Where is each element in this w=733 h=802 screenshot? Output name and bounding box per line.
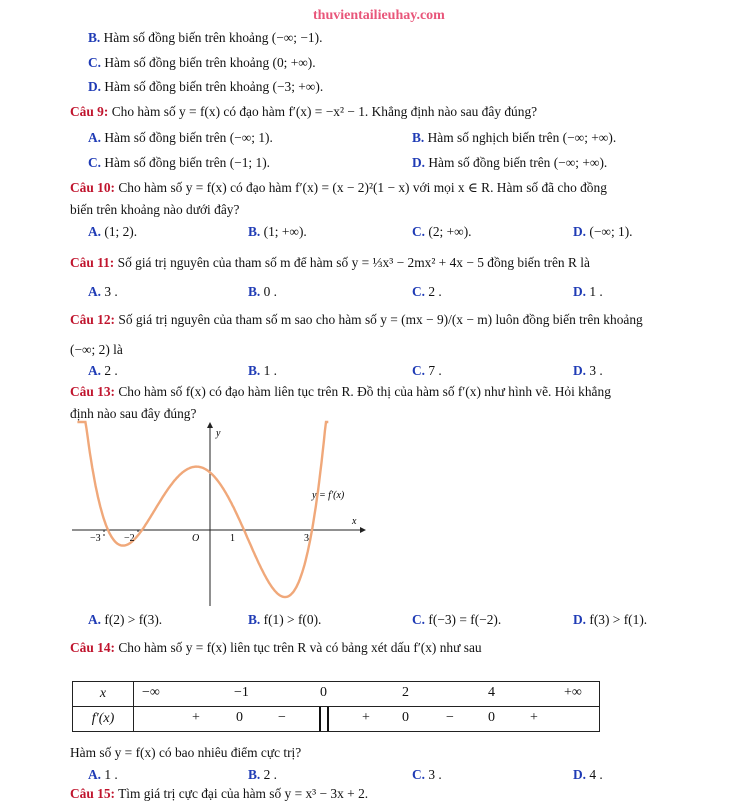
sign-value: −: [278, 710, 286, 725]
q9-option-c[interactable]: [88, 155, 270, 171]
option-text: 0 .: [263, 284, 278, 299]
q10-option-a[interactable]: [88, 224, 137, 240]
sign-table-x-row: [73, 682, 600, 707]
sign-value: +: [192, 710, 200, 725]
question-label: Câu 10:: [70, 180, 116, 195]
x-value: +∞: [564, 685, 582, 700]
x-axis-label: x: [352, 516, 357, 527]
option-label: B.: [412, 130, 425, 145]
option-label: A.: [88, 284, 102, 299]
x-value: 4: [488, 685, 495, 700]
question-text: Cho hàm số y = f(x) có đạo hàm f′(x) = (x − 2)²(1 − x) với mọi x ∈ R. Hàm số đã cho đồng: [118, 180, 607, 195]
sign-table: [72, 681, 600, 732]
option-text: 1 .: [104, 767, 118, 782]
x-axis-arrow: [360, 527, 366, 533]
option-text: 2 .: [428, 284, 442, 299]
option-text: 4 .: [589, 767, 603, 782]
option-label: D.: [88, 79, 102, 94]
x-value: 2: [402, 685, 409, 700]
option-text: (1; 2).: [104, 224, 138, 239]
question-text: Tìm giá trị cực đại của hàm số y = x³ − 3x + 2.: [118, 786, 369, 801]
prev-option-c[interactable]: [88, 55, 316, 71]
option-text: 1 .: [589, 284, 603, 299]
question-12: [70, 312, 643, 328]
option-text: (1; +∞).: [263, 224, 307, 239]
question-text: Cho hàm số y = f(x) liên tục trên R và có bảng xét dấu f′(x) như sau: [118, 640, 482, 655]
sign-value: −: [446, 710, 454, 725]
sign-value: 0: [488, 710, 495, 725]
x-header: x: [73, 682, 134, 707]
option-label: D.: [573, 363, 587, 378]
question-label: Câu 11:: [70, 255, 115, 270]
q13-option-a[interactable]: [88, 612, 162, 628]
question-14: [70, 640, 482, 656]
option-text: 7 .: [428, 363, 442, 378]
option-text: f(2) > f(3).: [104, 612, 163, 627]
x-value: 0: [320, 685, 327, 700]
option-text: f(3) > f(1).: [589, 612, 648, 627]
option-text: Hàm số nghịch biến trên (−∞; +∞).: [427, 130, 617, 145]
x-value: −∞: [142, 685, 160, 700]
prev-option-b[interactable]: [88, 30, 322, 46]
question-label: Câu 13:: [70, 384, 116, 399]
q10-option-c[interactable]: [412, 224, 472, 240]
question-10-cont: biến trên khoảng nào dưới đây?: [70, 202, 240, 217]
question-10: [70, 180, 607, 196]
origin-label: O: [192, 533, 200, 544]
option-text: (−∞; 1).: [589, 224, 633, 239]
option-label: A.: [88, 224, 102, 239]
q10-option-d[interactable]: [573, 224, 633, 240]
option-text: Hàm số đồng biến trên khoảng (0; +∞).: [104, 55, 316, 70]
sign-table-fprime-row: [73, 707, 600, 732]
option-label: B.: [248, 612, 261, 627]
option-label: C.: [88, 55, 102, 70]
question-12-cont: (−∞; 2) là: [70, 342, 123, 357]
sign-value: +: [362, 710, 370, 725]
x-values-cell: [134, 682, 600, 707]
q14-option-b[interactable]: [248, 767, 277, 783]
option-text: 3 .: [428, 767, 442, 782]
option-label: C.: [412, 363, 426, 378]
tick-label-1: 1: [230, 533, 235, 544]
question-text: Số giá trị nguyên của tham số m sao cho hàm số y = (mx − 9)/(x − m) luôn đồng biến trên khoảng: [118, 312, 643, 327]
option-label: A.: [88, 612, 102, 627]
question-label: Câu 15:: [70, 786, 116, 801]
q12-option-a[interactable]: [88, 363, 118, 379]
option-text: Hàm số đồng biến trên (−1; 1).: [104, 155, 270, 170]
q14-option-c[interactable]: [412, 767, 442, 783]
option-label: D.: [412, 155, 426, 170]
option-text: Hàm số đồng biến trên khoảng (−3; +∞).: [104, 79, 324, 94]
option-text: 3 .: [589, 363, 603, 378]
question-text: Cho hàm số f(x) có đạo hàm liên tục trên R. Đồ thị của hàm số f′(x) như hình vẽ. Hỏi khẳng: [118, 384, 611, 399]
question-13-cont: định nào sau đây đúng?: [70, 406, 197, 421]
q9-option-b[interactable]: [412, 130, 616, 146]
option-text: 2 .: [263, 767, 278, 782]
option-label: C.: [412, 284, 426, 299]
question-label: Câu 12:: [70, 312, 116, 327]
q12-option-c[interactable]: [412, 363, 442, 379]
q12-option-d[interactable]: [573, 363, 603, 379]
option-label: D.: [573, 284, 587, 299]
option-label: A.: [88, 767, 102, 782]
option-text: Hàm số đồng biến trên (−∞; 1).: [104, 130, 273, 145]
sign-value: 0: [402, 710, 409, 725]
tick-label-3: 3: [304, 533, 309, 544]
option-label: C.: [412, 767, 426, 782]
option-text: 3 .: [104, 284, 118, 299]
y-axis-arrow: [207, 422, 213, 428]
derivative-curve: [77, 422, 328, 597]
option-text: f(−3) = f(−2).: [428, 612, 502, 627]
q14-option-d[interactable]: [573, 767, 603, 783]
q9-option-a[interactable]: [88, 130, 273, 146]
option-label: C.: [412, 224, 426, 239]
tick-label-neg2: −2: [124, 533, 135, 544]
fprime-header: f′(x): [73, 707, 134, 732]
fprime-values-cell: [134, 707, 600, 732]
question-11: [70, 255, 590, 271]
derivative-graph: [70, 420, 370, 610]
q11-option-d[interactable]: [573, 284, 603, 300]
option-text: 2 .: [104, 363, 118, 378]
q10-option-b[interactable]: [248, 224, 307, 240]
option-label: C.: [88, 155, 102, 170]
tick-label-neg3: −3: [90, 533, 101, 544]
option-label: B.: [248, 767, 261, 782]
sign-value: 0: [236, 710, 243, 725]
question-9: [70, 104, 537, 120]
option-text: f(1) > f(0).: [263, 612, 322, 627]
q13-option-d[interactable]: [573, 612, 647, 628]
curve-label: y = f′(x): [312, 490, 345, 501]
option-label: D.: [573, 224, 587, 239]
option-label: B.: [248, 363, 261, 378]
q14-option-a[interactable]: [88, 767, 118, 783]
option-label: A.: [88, 130, 102, 145]
question-text: Cho hàm số y = f(x) có đạo hàm f′(x) = −x² − 1. Khẳng định nào sau đây đúng?: [111, 104, 538, 119]
option-label: B.: [88, 30, 101, 45]
q11-option-c[interactable]: [412, 284, 442, 300]
undefined-marker: [319, 707, 329, 731]
question-text: Số giá trị nguyên của tham số m để hàm số y = ⅓x³ − 2mx² + 4x − 5 đồng biến trên R là: [117, 255, 590, 270]
q9-option-d[interactable]: [412, 155, 607, 171]
y-axis-label: y: [216, 428, 221, 439]
option-text: Hàm số đồng biến trên khoảng (−∞; −1).: [103, 30, 323, 45]
option-label: D.: [573, 612, 587, 627]
option-label: B.: [248, 284, 261, 299]
option-label: C.: [412, 612, 426, 627]
prev-option-d[interactable]: [88, 79, 323, 95]
question-14-prompt: Hàm số y = f(x) có bao nhiêu điểm cực trị?: [70, 745, 302, 760]
option-label: D.: [573, 767, 587, 782]
sign-value: +: [530, 710, 538, 725]
q11-option-a[interactable]: [88, 284, 118, 300]
q12-option-b[interactable]: [248, 363, 277, 379]
q11-option-b[interactable]: [248, 284, 277, 300]
option-label: B.: [248, 224, 261, 239]
question-13: [70, 384, 611, 400]
option-label: A.: [88, 363, 102, 378]
option-text: Hàm số đồng biến trên (−∞; +∞).: [428, 155, 608, 170]
option-text: 1 .: [263, 363, 278, 378]
watermark: thuvientailieuhay.com: [313, 8, 445, 23]
question-label: Câu 14:: [70, 640, 116, 655]
q13-option-b[interactable]: [248, 612, 321, 628]
x-value: −1: [234, 685, 249, 700]
option-text: (2; +∞).: [428, 224, 472, 239]
q13-option-c[interactable]: [412, 612, 501, 628]
question-label: Câu 9:: [70, 104, 109, 119]
